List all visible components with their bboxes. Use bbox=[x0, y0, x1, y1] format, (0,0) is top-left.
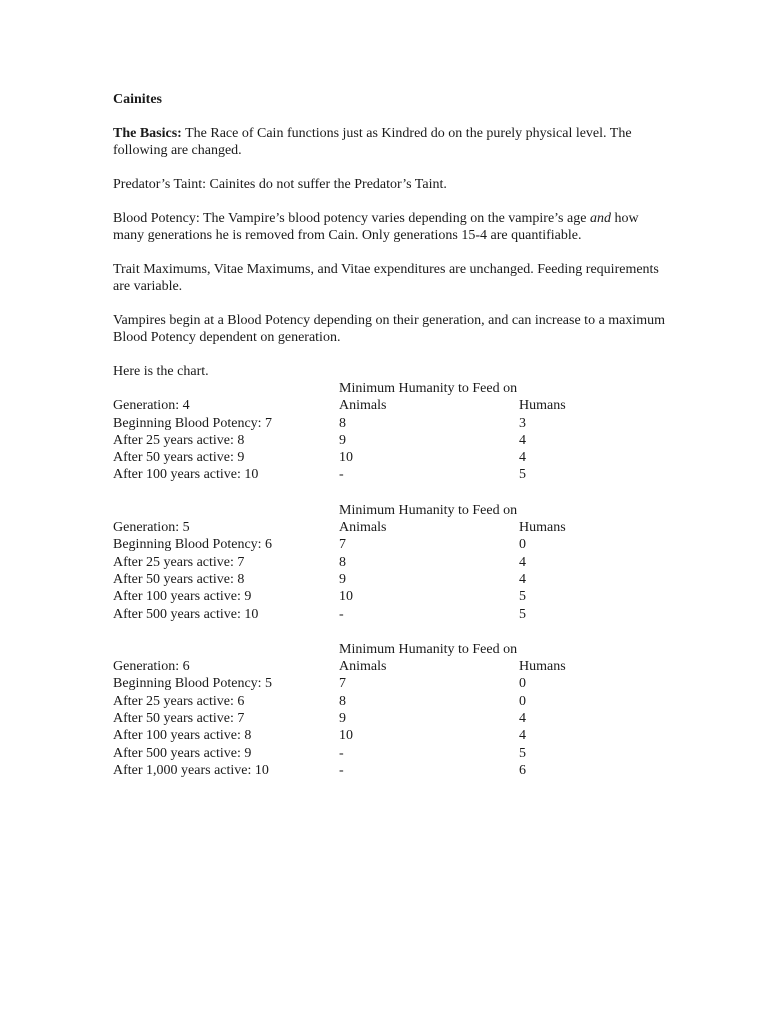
row-label: After 25 years active: 6 bbox=[113, 693, 245, 709]
generation-table bbox=[113, 502, 673, 623]
row-label: After 25 years active: 7 bbox=[113, 554, 245, 570]
animals-cell: 8 bbox=[339, 554, 346, 570]
humans-cell: 5 bbox=[519, 589, 526, 605]
animals-cell: 10 bbox=[339, 728, 353, 744]
table-row bbox=[113, 588, 673, 605]
generation-table bbox=[113, 641, 673, 779]
row-label: After 100 years active: 10 bbox=[113, 467, 259, 483]
animals-cell: 8 bbox=[339, 693, 346, 709]
row-label: After 500 years active: 9 bbox=[113, 745, 252, 761]
animals-cell: 10 bbox=[339, 589, 353, 605]
animals-cell: 9 bbox=[339, 432, 346, 448]
animals-cell: 7 bbox=[339, 676, 346, 692]
table-row bbox=[113, 466, 673, 483]
chart-intro: Here is the chart. bbox=[113, 364, 209, 379]
row-label: After 500 years active: 10 bbox=[113, 606, 259, 622]
trait-maximums-paragraph: Trait Maximums, Vitae Maximums, and Vitae expenditures are unchanged. Feeding requirements are variable. bbox=[113, 262, 659, 294]
generation-table bbox=[113, 380, 673, 484]
table-row bbox=[113, 745, 673, 762]
row-label: After 50 years active: 7 bbox=[113, 711, 245, 727]
blood-potency-paragraph bbox=[113, 210, 673, 244]
row-label: After 1,000 years active: 10 bbox=[113, 762, 269, 778]
table-row bbox=[113, 710, 673, 727]
blood-potency-text-end: how many generations he is removed from Cain. Only generations 15-4 are quantifiable. bbox=[113, 211, 639, 243]
row-label: After 100 years active: 8 bbox=[113, 728, 252, 744]
humans-cell: 4 bbox=[519, 450, 526, 466]
animals-cell: 9 bbox=[339, 571, 346, 587]
table-row bbox=[113, 727, 673, 744]
humans-cell: 0 bbox=[519, 537, 526, 553]
table-header bbox=[113, 519, 673, 536]
humans-cell: 4 bbox=[519, 554, 526, 570]
humans-cell: 4 bbox=[519, 728, 526, 744]
table-row bbox=[113, 432, 673, 449]
animals-cell: Animals bbox=[339, 398, 387, 414]
document-page bbox=[113, 91, 673, 779]
row-label: After 25 years active: 8 bbox=[113, 432, 245, 448]
animals-cell: - bbox=[339, 606, 344, 622]
table-header-top bbox=[113, 380, 673, 397]
animals-cell: Animals bbox=[339, 520, 387, 536]
row-label: Beginning Blood Potency: 7 bbox=[113, 415, 273, 431]
row-label: Generation: 6 bbox=[113, 659, 190, 675]
row-label: Generation: 4 bbox=[113, 398, 190, 414]
humans-cell: Humans bbox=[519, 398, 566, 414]
humans-cell: 4 bbox=[519, 571, 526, 587]
row-label: Beginning Blood Potency: 6 bbox=[113, 537, 273, 553]
humans-cell: 5 bbox=[519, 467, 526, 483]
animals-cell: Minimum Humanity to Feed on bbox=[339, 502, 518, 518]
humans-cell bbox=[519, 641, 639, 658]
humans-cell: Humans bbox=[519, 659, 566, 675]
animals-cell: - bbox=[339, 745, 344, 761]
table-row bbox=[113, 762, 673, 779]
row-label bbox=[113, 502, 339, 519]
table-row bbox=[113, 606, 673, 623]
table-row bbox=[113, 675, 673, 692]
row-label: Generation: 5 bbox=[113, 520, 190, 536]
animals-cell: - bbox=[339, 762, 344, 778]
table-row bbox=[113, 571, 673, 588]
row-label: After 50 years active: 8 bbox=[113, 571, 245, 587]
table-row bbox=[113, 693, 673, 710]
humans-cell: 3 bbox=[519, 415, 526, 431]
table-header bbox=[113, 658, 673, 675]
table-row bbox=[113, 415, 673, 432]
humans-cell: 0 bbox=[519, 693, 526, 709]
generation-tables bbox=[113, 380, 673, 779]
animals-cell: Animals bbox=[339, 659, 387, 675]
vampires-begin-paragraph: Vampires begin at a Blood Potency depending on their generation, and can increase to a maximum Blood Potency dependent on generation. bbox=[113, 313, 666, 345]
table-row bbox=[113, 536, 673, 553]
row-label: After 100 years active: 9 bbox=[113, 589, 252, 605]
row-label: After 50 years active: 9 bbox=[113, 450, 245, 466]
animals-cell: Minimum Humanity to Feed on bbox=[339, 381, 518, 396]
basics-text: The Race of Cain functions just as Kindred do on the purely physical level. The following are changed. bbox=[113, 126, 632, 158]
humans-cell: 0 bbox=[519, 676, 526, 692]
humans-cell: 4 bbox=[519, 711, 526, 727]
row-label bbox=[113, 380, 339, 397]
humans-cell: 4 bbox=[519, 432, 526, 448]
table-header-top bbox=[113, 502, 673, 519]
humans-cell: 5 bbox=[519, 745, 526, 761]
blood-potency-text-start: Blood Potency: The Vampire’s blood potency varies depending on the vampire’s age bbox=[113, 211, 590, 226]
animals-cell: 9 bbox=[339, 711, 346, 727]
table-header bbox=[113, 397, 673, 414]
basics-label: The Basics: bbox=[113, 126, 182, 141]
blood-potency-italic: and bbox=[589, 211, 611, 226]
table-row bbox=[113, 449, 673, 466]
basics-paragraph bbox=[113, 125, 673, 159]
animals-cell: 10 bbox=[339, 450, 353, 466]
table-row bbox=[113, 554, 673, 571]
document-title: Cainites bbox=[113, 92, 162, 107]
humans-cell bbox=[519, 502, 639, 519]
predators-taint-paragraph: Predator’s Taint: Cainites do not suffer the Predator’s Taint. bbox=[113, 177, 447, 192]
animals-cell: 7 bbox=[339, 537, 346, 553]
row-label: Beginning Blood Potency: 5 bbox=[113, 676, 273, 692]
animals-cell: 8 bbox=[339, 415, 346, 431]
animals-cell: Minimum Humanity to Feed on bbox=[339, 641, 518, 657]
row-label bbox=[113, 641, 339, 658]
animals-cell: - bbox=[339, 467, 344, 483]
humans-cell: 6 bbox=[519, 762, 526, 778]
humans-cell bbox=[519, 380, 639, 397]
humans-cell: 5 bbox=[519, 606, 526, 622]
humans-cell: Humans bbox=[519, 520, 566, 536]
table-header-top bbox=[113, 641, 673, 658]
